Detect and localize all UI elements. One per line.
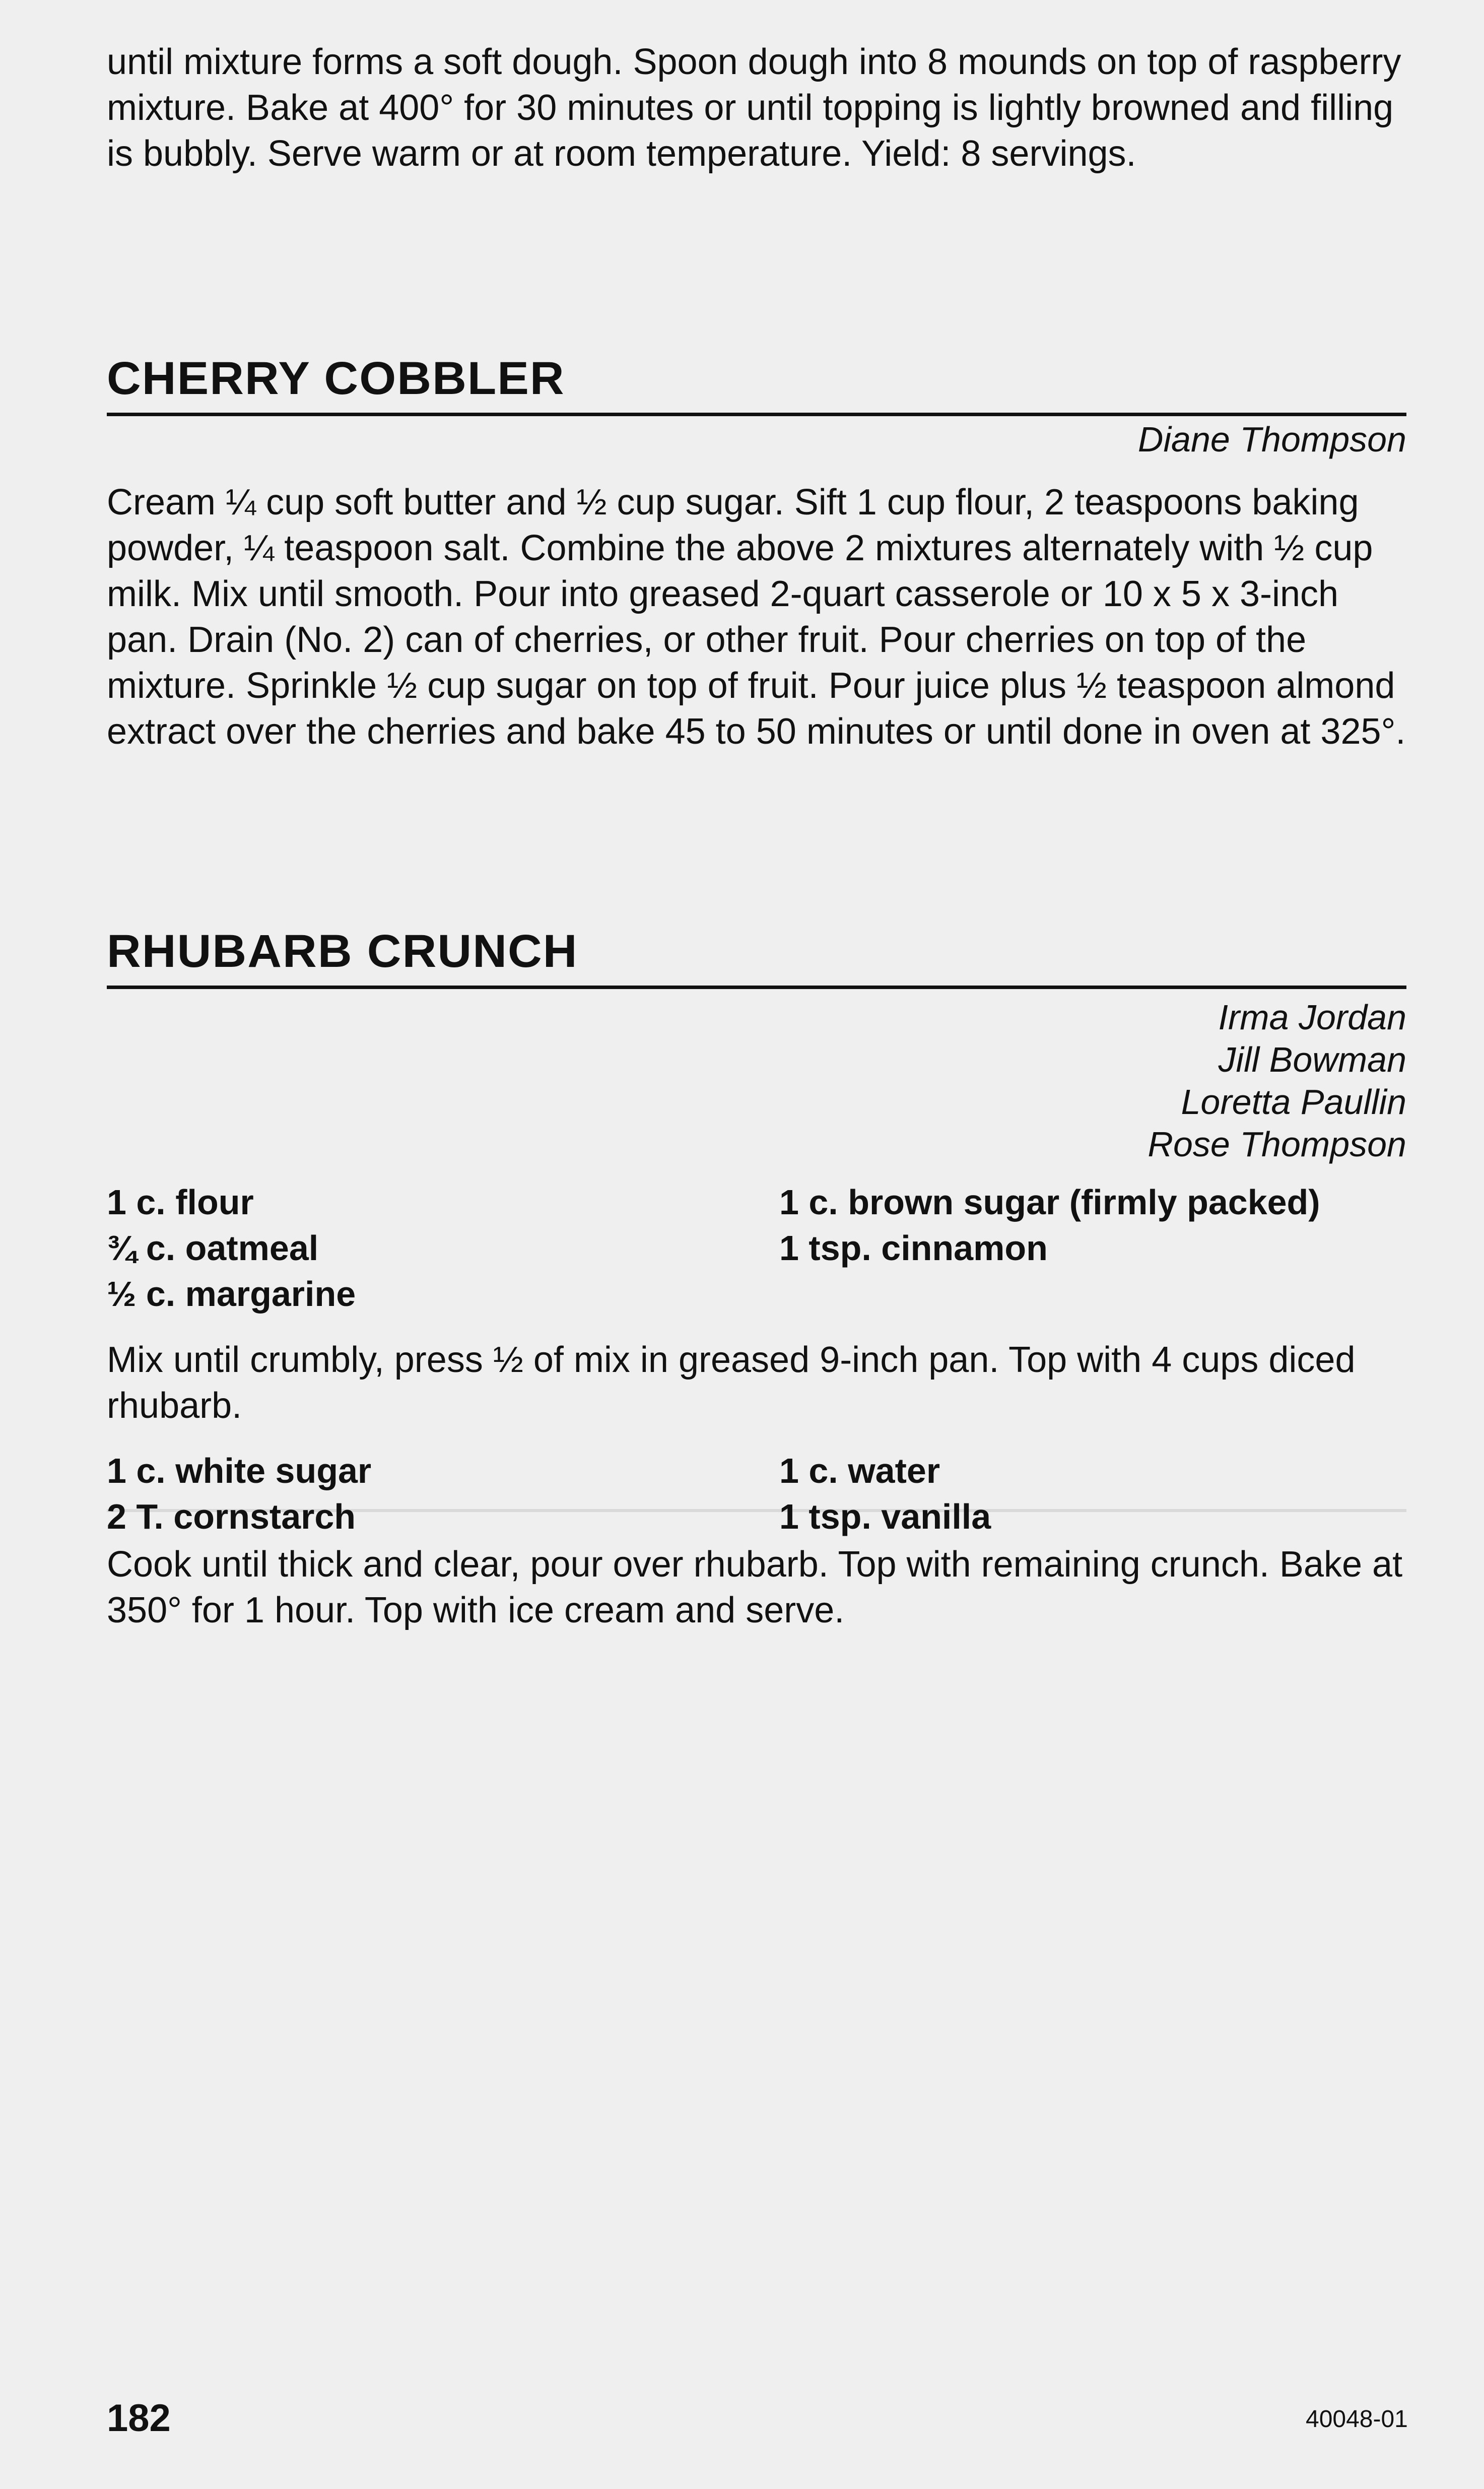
- ingredient-column-right: [779, 1180, 1406, 1317]
- author-name: Jill Bowman: [1218, 1040, 1406, 1079]
- recipe-rhubarb-crunch: [107, 926, 1406, 1633]
- page-number: 182: [107, 2397, 171, 2440]
- ingredient-item: 1 c. white sugar: [107, 1451, 372, 1490]
- ingredient-item: 1 c. brown sugar (firmly packed): [779, 1183, 1320, 1222]
- ingredient-item: 2 T. cornstarch: [107, 1497, 356, 1536]
- ingredient-item: 1 c. flour: [107, 1183, 254, 1222]
- recipe-directions: Cream ¼ cup soft butter and ½ cup sugar. Sift 1 cup flour, 2 teaspoons baking powder, ¼ teaspoon salt. Combine the above 2 mixtures alternately with ½ cup milk. Mix until smooth. Pour into greased 2-quart casserole or 10 x 5 x 3-inch pan. Drain (No. 2) can of cherries, or other fruit. Pour cherries on top of the mixture. Sprinkle ½ cup sugar on top of fruit. Pour juice plus ½ teaspoon almond extract over the cherries and bake 45 to 50 minutes or until done in oven at 325°.: [107, 482, 1406, 752]
- recipe-cherry-cobbler: [107, 353, 1406, 755]
- ingredient-item: ¾ c. oatmeal: [107, 1228, 319, 1268]
- ingredient-item: 1 tsp. cinnamon: [779, 1228, 1048, 1268]
- author-name: Rose Thompson: [1148, 1125, 1406, 1164]
- ingredient-list: [107, 1180, 1406, 1317]
- title-rule: [107, 413, 1406, 416]
- ingredient-list: [107, 1448, 1406, 1540]
- recipe-step: Cook until thick and clear, pour over rhubarb. Top with remaining crunch. Bake at 350° for 1 hour. Top with ice cream and serve.: [107, 1544, 1403, 1630]
- author-name: Diane Thompson: [1137, 420, 1406, 459]
- continued-directions: until mixture forms a soft dough. Spoon dough into 8 mounds on top of raspberry mixture. Bake at 400° for 30 minutes or until topping is lightly browned and filling is bubbly. Serve warm or at room temperature. Yield: 8 servings.: [107, 42, 1401, 174]
- page-content: [107, 39, 1406, 1633]
- author-name: Loretta Paullin: [1181, 1082, 1406, 1122]
- recipe-step: Mix until crumbly, press ½ of mix in greased 9-inch pan. Top with 4 cups diced rhubarb.: [107, 1340, 1356, 1426]
- print-code: 40048-01: [1306, 2406, 1408, 2433]
- ingredient-item: 1 tsp. vanilla: [779, 1497, 991, 1536]
- ingredient-item: ½ c. margarine: [107, 1274, 356, 1314]
- recipe-title: RHUBARB CRUNCH: [107, 926, 578, 977]
- recipe-title: CHERRY COBBLER: [107, 353, 565, 404]
- ingredient-column-right: [779, 1448, 1406, 1540]
- ingredient-column-left: [107, 1448, 779, 1540]
- ingredient-item: 1 c. water: [779, 1451, 940, 1490]
- ingredient-column-left: [107, 1180, 779, 1317]
- title-rule: [107, 986, 1406, 989]
- author-name: Irma Jordan: [1218, 998, 1406, 1037]
- recipe-authors: [107, 996, 1406, 1165]
- recipe-authors: [107, 418, 1406, 461]
